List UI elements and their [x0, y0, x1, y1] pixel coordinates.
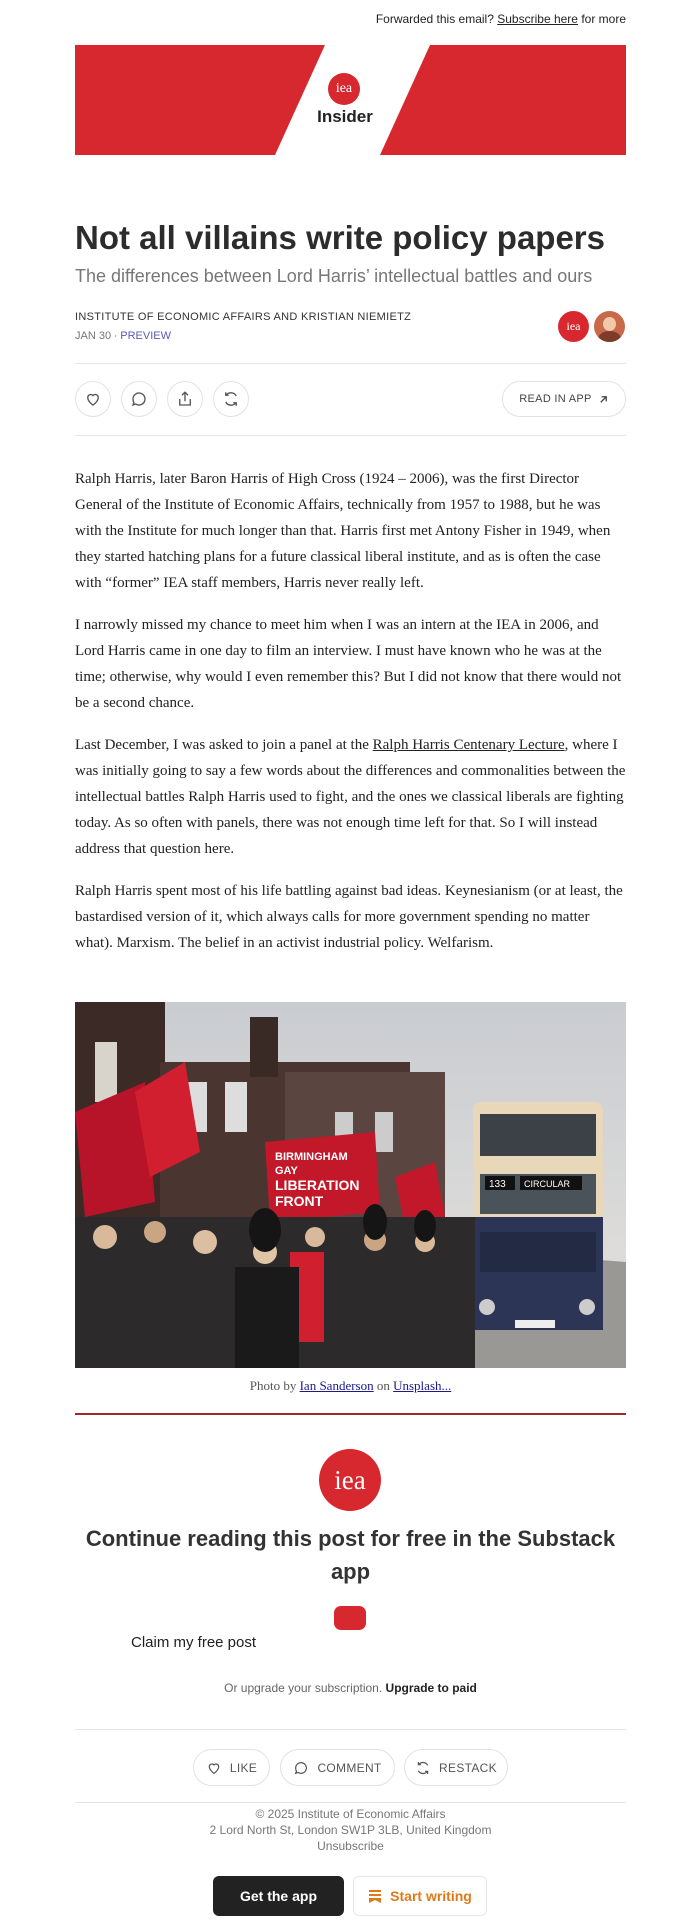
- like-button[interactable]: [75, 381, 111, 417]
- comment-label: COMMENT: [317, 1760, 382, 1775]
- iea-logo: iea: [328, 73, 360, 105]
- caption-on: on: [376, 1378, 390, 1393]
- arrow-up-right-icon: [598, 394, 609, 405]
- post-photo[interactable]: [75, 1002, 626, 1368]
- substack-icon: [368, 1889, 382, 1903]
- heart-icon: [84, 390, 102, 408]
- footer: [75, 1806, 626, 1854]
- divider: [75, 1802, 626, 1803]
- avatar-head: [603, 317, 616, 331]
- unsplash-link[interactable]: Unsplash...: [393, 1378, 452, 1393]
- paragraph: Ralph Harris, later Baron Harris of High Cross (1924 – 2006), was the first Director General of the Institute of Economic Affairs, technically from 1957 to 1988, but he was with the Institute for much longer than that. Harris first met Antony Fisher in 1949, when they started hatching plans for a future classical liberal institute, and as is often the case with “former” IEA staff members, Harris never really left.: [75, 471, 611, 591]
- paywall-title: Continue reading this post for free in the Substack app: [85, 1526, 616, 1584]
- post-date: JAN 30: [75, 330, 112, 342]
- forward-suffix: for more: [581, 12, 626, 26]
- restack-pill-button[interactable]: [404, 1749, 508, 1786]
- photographer-link[interactable]: Ian Sanderson: [299, 1378, 374, 1393]
- restack-button[interactable]: [213, 381, 249, 417]
- divider: [75, 1729, 626, 1730]
- banner-text-gay: GAY: [275, 1165, 298, 1177]
- comment-button[interactable]: [121, 381, 157, 417]
- read-in-app-label: READ IN APP: [519, 393, 592, 405]
- banner-text-front: FRONT: [275, 1193, 324, 1209]
- preview-label: PREVIEW: [120, 330, 171, 342]
- post-body: [75, 466, 626, 972]
- author-avatar-person[interactable]: [594, 311, 625, 342]
- like-label: LIKE: [229, 1760, 258, 1775]
- post-subtitle: The differences between Lord Harris’ intellectual battles and ours: [75, 266, 593, 286]
- start-writing-button[interactable]: [353, 1876, 487, 1916]
- header-banner: [75, 45, 626, 155]
- paragraph-text: Last December, I was asked to join a panel at the: [75, 737, 373, 753]
- avatar-shoulders: [598, 331, 621, 342]
- claim-free-post-label[interactable]: Claim my free post: [131, 1634, 257, 1651]
- banner-text-liberation: LIBERATION: [275, 1177, 360, 1193]
- upgrade-prefix: Or upgrade your subscription.: [224, 1681, 383, 1695]
- protest-photo-illustration: [75, 1002, 626, 1368]
- read-in-app-button[interactable]: [502, 381, 626, 417]
- post-title[interactable]: Not all villains write policy papers: [75, 219, 605, 256]
- claim-free-post-button[interactable]: [334, 1606, 366, 1630]
- post-authors[interactable]: INSTITUTE OF ECONOMIC AFFAIRS AND KRISTIAN NIEMIETZ: [75, 311, 412, 323]
- insider-wordmark: Insider: [317, 107, 373, 126]
- upgrade-notice: [75, 1681, 626, 1695]
- caption-prefix: Photo by: [249, 1378, 297, 1393]
- paragraph: [75, 732, 626, 862]
- like-pill-button[interactable]: [193, 1749, 270, 1786]
- divider: [75, 435, 626, 436]
- upgrade-to-paid-link[interactable]: Upgrade to paid: [385, 1681, 477, 1695]
- photo-caption: [75, 1378, 626, 1394]
- paragraph-text: , where I was initially going to say a few words about the differences and commonalities between the intellectual battles Ralph Harris used to fight, and the ones we classical liberals are fighting today. As so often with panels, there was not enough time left for that. So I will instead address that question here.: [75, 737, 626, 857]
- restack-icon: [222, 390, 240, 408]
- comment-pill-button[interactable]: [280, 1749, 395, 1786]
- divider: [75, 363, 626, 364]
- meta-separator: ∙: [114, 330, 118, 342]
- post-meta: [75, 330, 171, 342]
- address: 2 Lord North St, London SW1P 3LB, United Kingdom: [209, 1823, 492, 1837]
- paywall-divider: [75, 1413, 626, 1415]
- publication-logo: iea: [319, 1449, 381, 1511]
- bus-destination: CIRCULAR: [524, 1179, 571, 1189]
- copyright: © 2025 Institute of Economic Affairs: [255, 1807, 446, 1821]
- author-avatar-iea[interactable]: iea: [558, 311, 589, 342]
- restack-label: RESTACK: [439, 1760, 497, 1775]
- forward-notice: [376, 12, 626, 26]
- paragraph: I narrowly missed my chance to meet him when I was an intern at the IEA in 2006, and Lord Harris came in one day to film an interview. I must have known who he was at the time; otherwise, why would I even remember this? But I did not know that there would not be a second chance.: [75, 617, 622, 711]
- get-the-app-button[interactable]: Get the app: [213, 1876, 344, 1916]
- share-icon: [176, 390, 194, 408]
- centenary-lecture-link[interactable]: Ralph Harris Centenary Lecture: [372, 737, 565, 753]
- paragraph: Ralph Harris spent most of his life battling against bad ideas. Keynesianism (or at least, the bastardised version of it, which always calls for more government spending no matter what). Marxism. The belief in an activist industrial policy. Welfarism.: [75, 883, 623, 951]
- forward-prefix: Forwarded this email?: [375, 12, 494, 26]
- unsubscribe-link[interactable]: Unsubscribe: [317, 1839, 384, 1853]
- bus-route-number: 133: [489, 1179, 506, 1190]
- comment-icon: [293, 1760, 309, 1776]
- heart-icon: [206, 1760, 222, 1776]
- comment-icon: [130, 390, 148, 408]
- start-writing-label: Start writing: [390, 1888, 472, 1904]
- banner-text-birmingham: BIRMINGHAM: [275, 1151, 348, 1163]
- share-button[interactable]: [167, 381, 203, 417]
- restack-icon: [415, 1760, 431, 1776]
- subscribe-link[interactable]: Subscribe here: [497, 12, 578, 26]
